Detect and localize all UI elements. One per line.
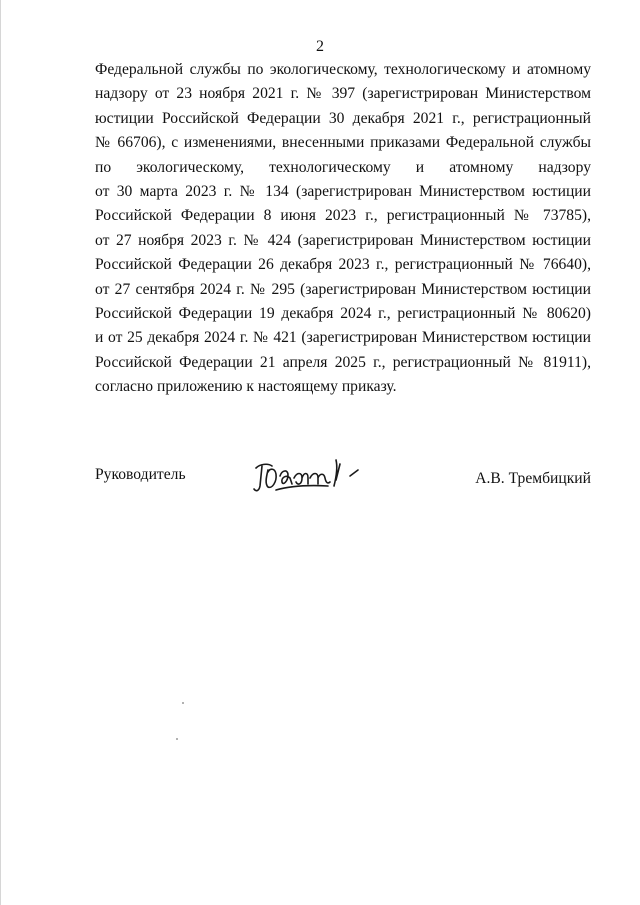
body-line: Российской Федерации 21 апреля 2025 г., регистрационный № 81911), [95, 353, 591, 371]
body-line: от 27 ноября 2023 г. № 424 (зарегистрирован Министерством юстиции [95, 231, 591, 249]
body-line: согласно приложению к настоящему приказу. [95, 378, 397, 396]
body-line: и от 25 декабря 2024 г. № 421 (зарегистрирован Министерством юстиции [95, 329, 591, 347]
body-line: по экологическому, технологическому и атомному надзору [95, 158, 591, 176]
body-line: Российской Федерации 8 июня 2023 г., регистрационный № 73785), [95, 207, 591, 225]
scan-speck [176, 738, 178, 740]
signature-block [95, 456, 591, 506]
scan-speck [182, 702, 184, 704]
body-line: от 27 сентября 2024 г. № 295 (зарегистрирован Министерством юстиции [95, 280, 591, 298]
body-line: от 30 марта 2023 г. № 134 (зарегистрирован Министерством юстиции [95, 182, 591, 200]
body-line: Федеральной службы по экологическому, технологическому и атомному [95, 61, 591, 78]
signatory-title: Руководитель [95, 466, 186, 483]
body-line: юстиции Российской Федерации 30 декабря 2021 г., регистрационный [95, 109, 591, 127]
body-line: № 66706), с изменениями, внесенными приказами Федеральной службы [95, 134, 591, 152]
body-paragraph [95, 58, 591, 399]
scan-edge [0, 0, 1, 905]
page-number: 2 [316, 38, 324, 55]
body-line: Российской Федерации 26 декабря 2023 г., регистрационный № 76640), [95, 256, 591, 274]
body-line: надзору от 23 ноября 2021 г. № 397 (зарегистрирован Министерством [95, 85, 591, 103]
handwritten-signature [250, 456, 370, 498]
signatory-name: А.В. Трембицкий [475, 470, 591, 487]
body-line: Российской Федерации 19 декабря 2024 г., регистрационный № 80620) [95, 304, 591, 322]
